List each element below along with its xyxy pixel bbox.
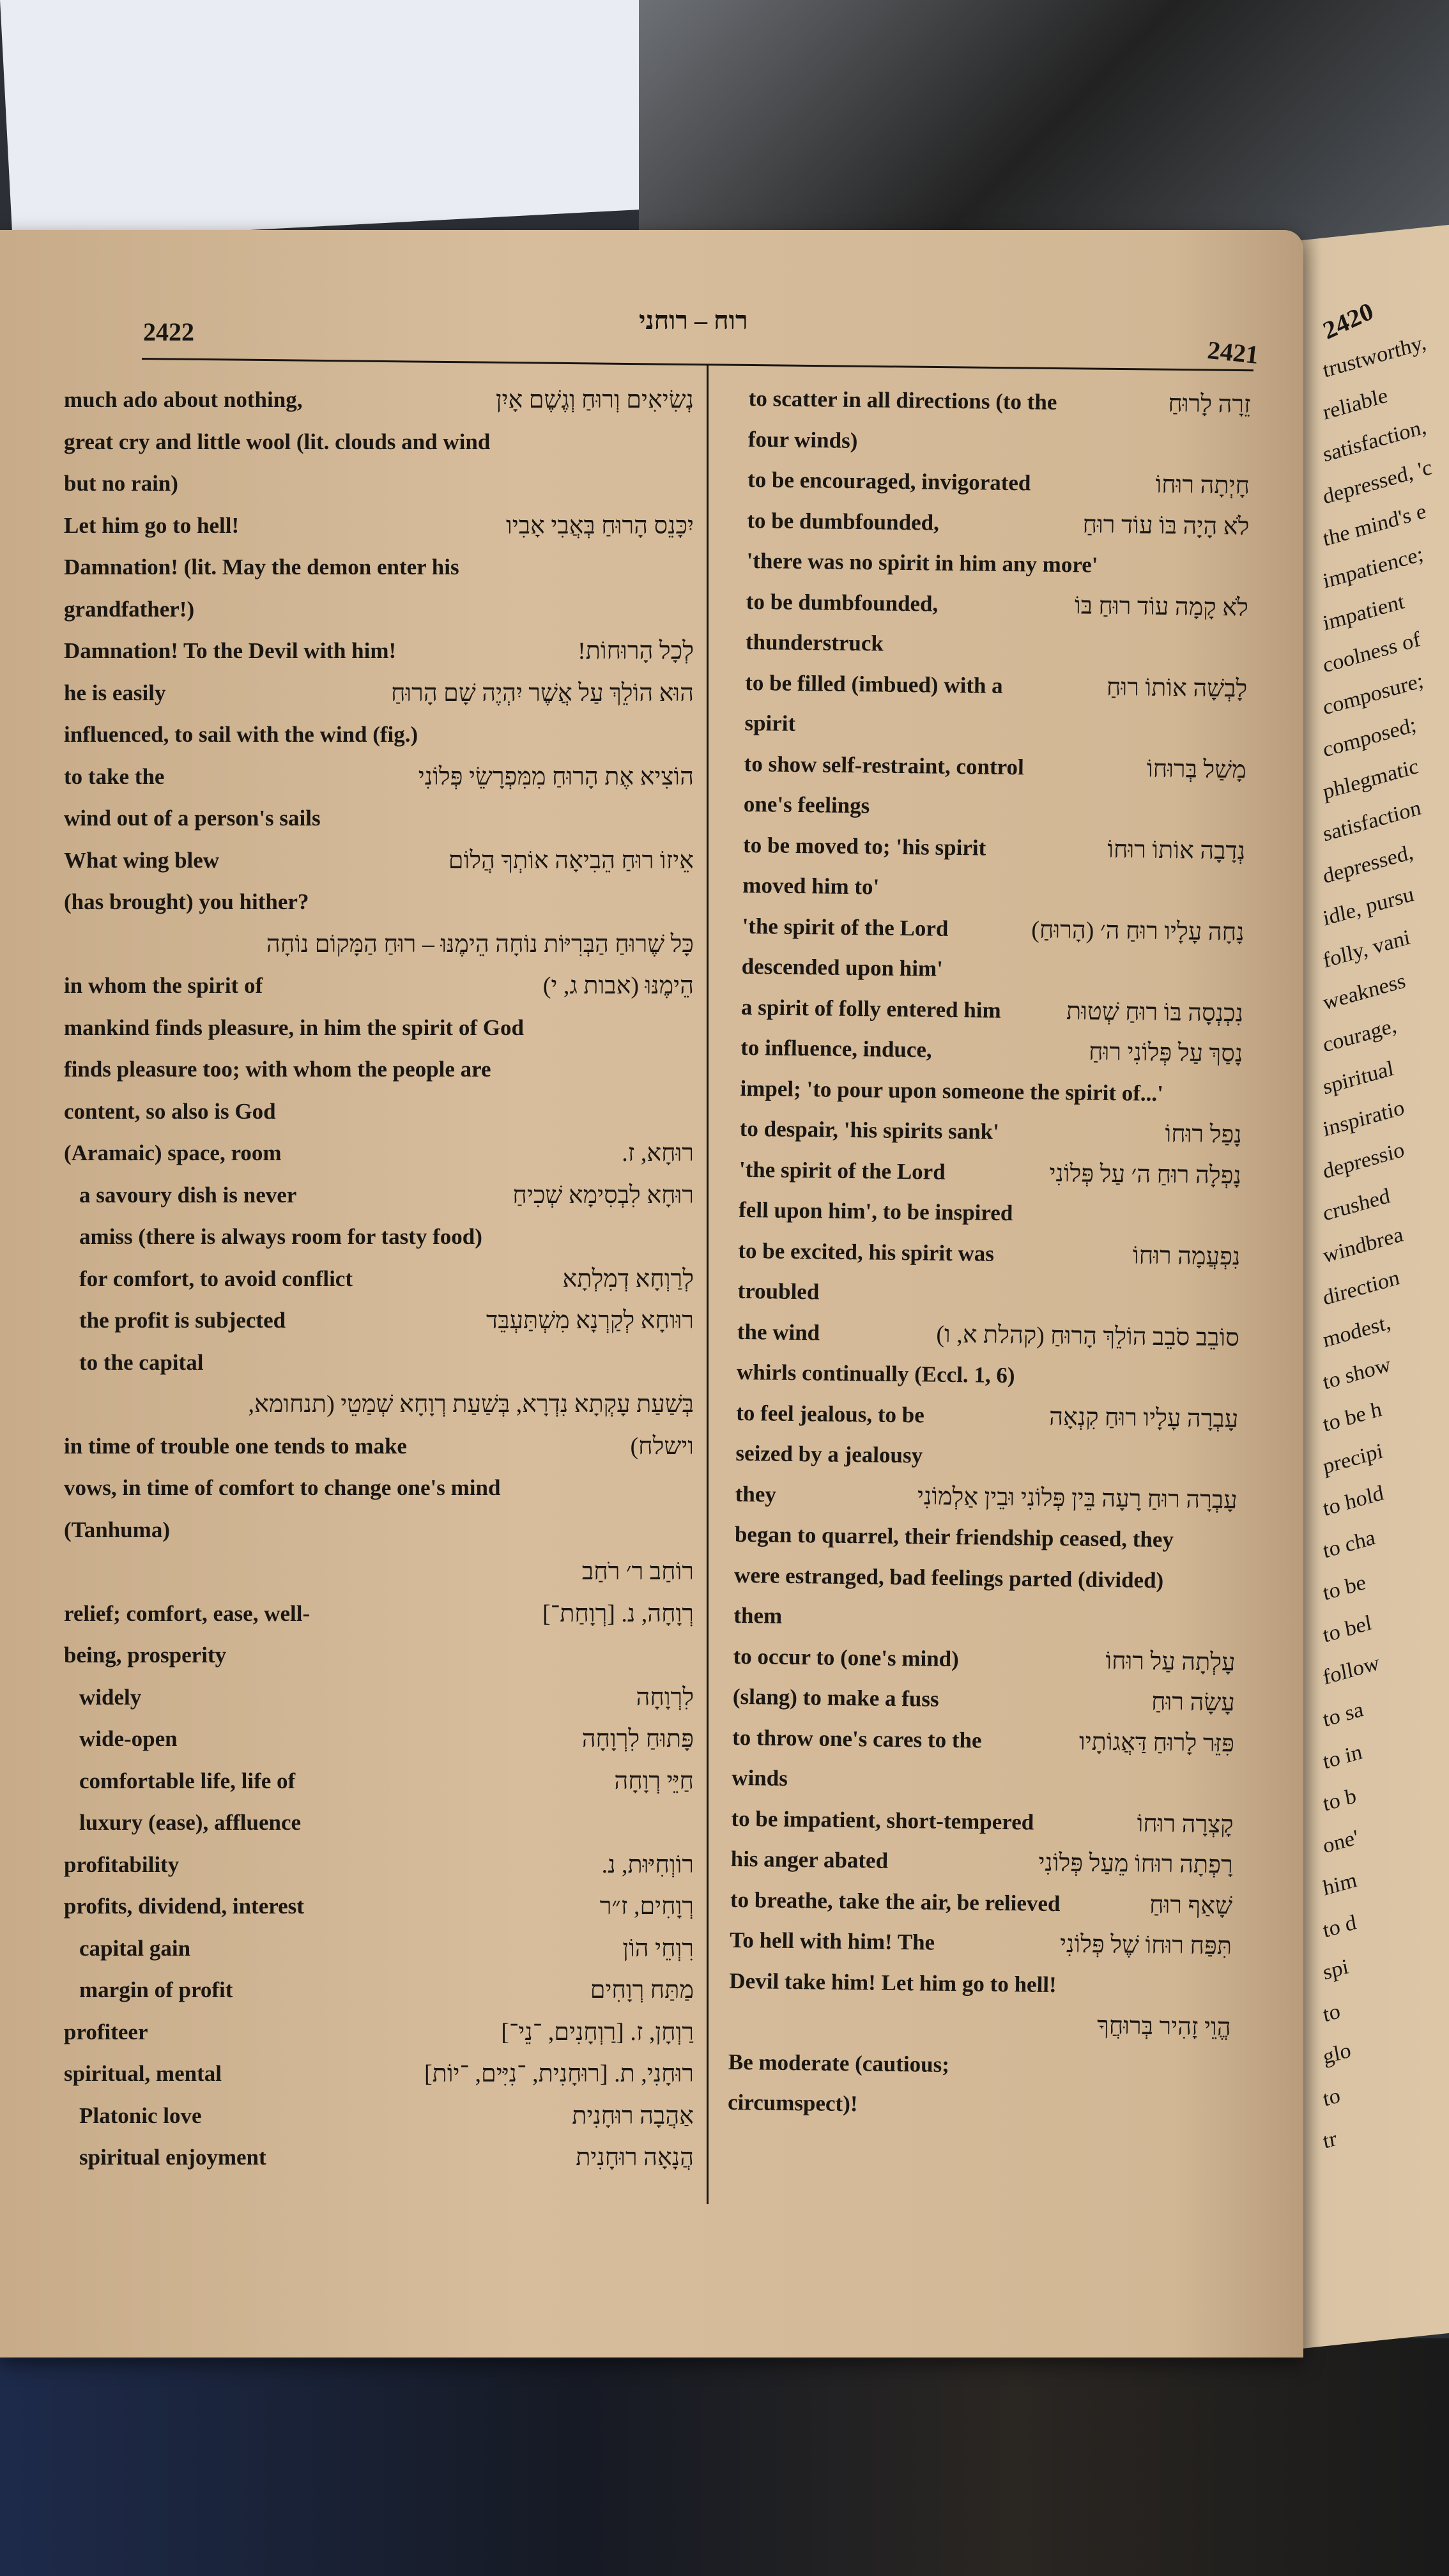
entry-line [747,463,1253,507]
next-page-fragment: to cha [1321,1526,1377,1563]
hebrew-text: וישלח) [630,1432,694,1460]
entry-line [737,1356,1242,1399]
entry-line [746,625,1251,669]
hebrew-text: אֵיזוֹ רוּחַ הֵבִיאָה אוֹתְךָ הֲלוֹם [448,847,694,874]
entry-line [740,1071,1245,1115]
entry-line [64,509,696,546]
english-text: to take the [64,763,165,789]
next-page-fragment: to show [1321,1353,1393,1395]
entry-line [744,788,1249,831]
hebrew-text: נְשִׂיאִים וְרוּחַ וְגֶשֶׁם אָיִן [495,387,694,413]
english-text: to be dumbfounded, [746,588,939,617]
english-text: comfortable life, life of [79,1768,296,1793]
next-page-fragment: him [1321,1868,1359,1901]
next-page-fragment: one' [1321,1825,1360,1859]
english-text: (slang) to make a fuss [732,1683,939,1712]
next-page-fragment: depressio [1321,1138,1406,1184]
background-paper [0,0,702,242]
entry-line [64,1555,696,1592]
hebrew-text: מָשַׁל בְּרוּחוֹ [1146,755,1246,784]
next-page-fragment: satisfaction, [1321,415,1429,467]
entry-line [64,1137,696,1174]
entry-line [64,1597,696,1634]
english-text: to despair, 'his spirits sank' [739,1116,1000,1144]
english-text: seized by a jealousy [735,1440,923,1468]
entry-line [64,383,696,420]
entry-line [737,1315,1242,1358]
entry-line [64,1179,696,1216]
next-page-fragment: composure; [1321,668,1425,720]
english-text: being, prosperity [64,1643,227,1667]
entry-line [728,2005,1234,2048]
hebrew-text: רִוְחֵי הוֹן [622,1935,694,1962]
hebrew-text: פָּתוּחַ לִרְוָחָה [581,1726,694,1752]
english-text: Be moderate (cautious; [728,2049,950,2077]
next-page-fragment: impatience; [1321,542,1425,594]
entry-line [741,990,1246,1034]
entry-line [747,503,1252,547]
english-text: were estranged, bad feelings parted (divided) [733,1562,1164,1593]
entry-line [64,1722,696,1759]
next-page-fragment: glo [1321,2038,1353,2069]
entry-line [64,2099,696,2136]
hebrew-text: רוּוחָא לְקַרְנָא מִשְׁתַּעְבֵּד [486,1307,694,1334]
english-text: (Aramaic) space, room [64,1140,282,1165]
right-page-number: 2421 [1206,335,1261,370]
next-page-fragment: to [1321,1999,1342,2027]
next-page-fragment: composed; [1321,713,1418,762]
entry-line [748,422,1254,466]
entry-line [742,909,1247,953]
hebrew-text: לָבְשָׁה אוֹתוֹ רוּחַ [1106,673,1248,703]
entry-line [64,1765,696,1802]
entry-line [64,425,696,463]
entry-line [732,1761,1237,1805]
hebrew-text: חַיֵּי רְוָחָה [614,1767,694,1795]
entry-line [64,1932,696,1969]
hebrew-text: שָׁאַף רוּחַ [1149,1891,1233,1919]
next-page-fragment: courage, [1321,1013,1399,1057]
english-text: luxury (ease), affluence [79,1810,302,1835]
hebrew-text: הוֹצִיא אֶת הָרוּחַ מִמִּפְרָשֵׂי פְּלוֹנִי [418,763,694,790]
english-text: relief; comfort, ease, well- [64,1600,310,1626]
english-text: amiss (there is always room for tasty food) [79,1224,482,1249]
next-page-fragment: spi [1321,1954,1351,1985]
entry-line [64,1095,696,1132]
next-page-fragment: spiritual [1321,1056,1396,1100]
entry-line [64,885,696,923]
hebrew-text: עָבְרָה עָלָיו רוּחַ קִנְאָה [1048,1403,1239,1432]
english-text: margin of profit [79,1977,233,2002]
entry-line [64,928,696,965]
entry-line [739,1112,1245,1156]
english-text: descended upon him' [741,953,944,981]
hebrew-text: כָּל שֶׁרוּחַ הַבְּרִיּוֹת נוֹחָה הֵימֶנּוּ – רוּחַ הַמָּקוֹם נוֹחָה [266,930,694,958]
next-page-fragment: idle, pursu [1321,882,1416,931]
english-text: to be filled (imbued) with a [745,670,1003,698]
english-text: to be dumbfounded, [747,507,940,535]
next-page-fragment: depressed, 'c [1321,456,1434,509]
entry-line [64,844,696,881]
hebrew-text: חָיְתָה רוּחוֹ [1155,471,1250,500]
entry-line [64,1346,696,1383]
next-page [1278,225,1449,2351]
next-page-fragment: the mind's e [1321,499,1428,551]
entry-line [738,1234,1243,1277]
entry-line [739,1193,1244,1237]
entry-line [746,544,1252,588]
entry-line [744,747,1249,790]
entry-line [736,1396,1241,1439]
next-page-fragment: depressed, [1321,840,1415,889]
entry-line [64,1806,696,1843]
english-text: Let him go to hell! [64,512,240,538]
entry-line [732,1680,1238,1724]
entry-line [64,1011,696,1048]
hebrew-text: נִכְנְסָה בּוֹ רוּחַ שְׁטוּת [1066,997,1244,1027]
next-page-fragment: to in [1321,1740,1364,1774]
entry-line [64,1890,696,1927]
next-page-fragment: to [1321,2083,1342,2112]
hebrew-text: הֲנָאָה רוּחָנִית [576,2144,694,2171]
english-text: to feel jealous, to be [736,1400,925,1427]
english-text: great cry and little wool (lit. clouds and wind [64,429,491,454]
hebrew-text: אַהֲבָה רוּחָנִית [572,2102,694,2129]
next-page-fragment: trustworthy, [1321,330,1429,383]
next-page-fragment: coolness of [1321,627,1423,678]
entry-line [64,593,696,630]
entry-line [743,828,1248,871]
english-text: profiteer [64,2019,148,2044]
background-floor [0,2338,1449,2576]
hebrew-text: בְּשַׁעַת עָקְתָא נִדְרָא, בְּשַׁעַת רְוָחָא שְׁמַטֵי (תנחומא, [248,1391,694,1418]
entry-line [64,1681,696,1718]
english-text: in whom the spirit of [64,973,263,998]
next-page-fragment: reliable [1321,383,1390,425]
english-text: spiritual enjoyment [79,2145,266,2170]
english-text: to be excited, his spirit was [738,1238,995,1266]
next-page-fragment: to d [1321,1910,1358,1943]
english-text: influenced, to sail with the wind (fig.) [64,722,418,747]
next-page-fragment: to b [1321,1784,1358,1816]
hebrew-text: לֹא הָיָה בּוֹ עוֹד רוּחַ [1082,510,1250,540]
next-page-fragment: impatient [1321,590,1406,636]
hebrew-text: רְוָחִים, ז״ר [599,1893,694,1920]
entry-line [64,1848,696,1885]
english-text: Platonic love [79,2103,202,2128]
hebrew-text: עָבְרָה רוּחַ רָעָה בֵּין פְּלוֹנִי וּבֵין אַלְמוֹנִי [917,1482,1238,1514]
entry-line [64,2057,696,2094]
entry-line [64,551,696,588]
english-text: to occur to (one's mind) [733,1643,960,1671]
entry-line [731,1802,1236,1845]
entry-line [728,2045,1233,2089]
next-page-fragment: direction [1321,1266,1402,1310]
english-text: to influence, induce, [740,1034,932,1062]
english-text: to breathe, take the air, be relieved [730,1887,1061,1916]
entry-line [64,1514,696,1551]
english-text: spirit [744,710,796,736]
next-page-fragment: satisfaction [1321,795,1423,847]
english-text: finds pleasure too; with whom the people are [64,1057,491,1082]
entry-line [64,2141,696,2178]
hebrew-text: תִּפַּח רוּחוֹ שֶׁל פְּלוֹנִי [1059,1931,1232,1960]
column-divider [707,364,709,2204]
hebrew-text: רוֹוְחִיּוּת, נ. [601,1851,694,1878]
next-page-fragment: crushed [1321,1184,1392,1226]
english-text: a savoury dish is never [79,1182,297,1208]
left-column [64,383,696,2223]
next-page-fragment: follow [1321,1651,1381,1690]
entry-line [64,1430,696,1467]
entry-line [735,1518,1240,1561]
entry-line [64,802,696,839]
english-text: What wing blew [64,847,220,873]
entry-line [734,1558,1239,1602]
english-text: widely [79,1684,142,1710]
hebrew-text: סוֹבֵב סֹבֵב הוֹלֵךְ הָרוּחַ (קהלת א, ו) [936,1321,1240,1351]
entry-line [746,585,1251,628]
entry-line [742,869,1248,912]
english-text: circumspect)! [727,2089,858,2117]
english-text: them [733,1602,783,1629]
hebrew-text: נְדָבָה אוֹתוֹ רוּחוֹ [1107,836,1246,865]
english-text: but no rain) [64,471,178,496]
entry-line [64,969,696,1006]
page-header-title: רוח – רוחני [639,306,748,335]
english-text: to be impatient, short-tempered [731,1805,1034,1835]
english-text: fell upon him', to be inspired [738,1197,1013,1226]
entry-line [735,1437,1241,1480]
hebrew-text: רוּחָא לִבְסִימָא שְׁכִיחַ [512,1181,694,1209]
next-page-fragment: windbrea [1321,1222,1406,1268]
hebrew-text: פִּזֵּר לָרוּחַ דַּאֲגוֹתָיו [1078,1728,1235,1757]
hebrew-text: יִכָּנֵס הָרוּחַ בְּאֲבִי אָבִיו [506,512,694,539]
right-column [726,382,1254,2215]
hebrew-text: הוּא הוֹלֵךְ עַל אֲשֶׁר יִהְיֶה שָׁם הָרוּחַ [390,679,694,707]
entry-line [741,950,1246,993]
english-text: capital gain [79,1935,191,1961]
english-text: to throw one's cares to the [732,1724,982,1753]
english-text: to be encouraged, invigorated [747,466,1031,496]
entry-line [64,1471,696,1508]
next-page-fragment: modest, [1321,1310,1393,1353]
entry-line [64,1388,696,1425]
entry-line [64,1262,696,1300]
hebrew-text: זֵרָה לָרוּחַ [1168,390,1251,418]
entry-line [740,1031,1246,1075]
entry-line [748,382,1254,425]
hebrew-text: נָחָה עָלָיו רוּחַ ה׳ (הָרוּחַ) [1031,916,1245,946]
hebrew-text: מַתַּח רְוָחִים [590,1977,694,2004]
english-text: four winds) [747,426,858,453]
entry-line [64,1220,696,1257]
hebrew-text: נָסַךְ עַל פְּלוֹנִי רוּחַ [1088,1038,1243,1068]
english-text: winds [732,1765,788,1791]
hebrew-text: עָשָׂה רוּחַ [1151,1688,1236,1717]
next-page-fragment: to bel [1321,1611,1374,1648]
next-page-fragment: weakness [1321,969,1407,1015]
english-text: (Tanhuma) [64,1517,170,1542]
english-text: wind out of a person's sails [64,806,321,831]
entry-line [64,2016,696,2053]
next-page-fragment: to be [1321,1570,1368,1606]
entry-line [745,666,1250,709]
entry-line [730,1843,1236,1886]
english-text: thunderstruck [745,629,884,656]
english-text: whirls continually (Eccl. 1, 6) [736,1359,1015,1388]
hebrew-text: רוֹחַב ר׳ רֹחַב [581,1558,694,1585]
entry-line [64,634,696,671]
next-page-fragment: folly, vani [1321,925,1412,973]
hebrew-text: נָפַל רוּחוֹ [1165,1121,1242,1149]
english-text: for comfort, to avoid conflict [79,1266,353,1291]
entry-line [64,1304,696,1341]
english-text: mankind finds pleasure, in him the spirit of God [64,1015,524,1040]
english-text: 'there was no spirit in him any more' [746,548,1098,578]
english-text: Damnation! (lit. May the demon enter his [64,555,459,579]
background-surface [639,0,1449,268]
entry-line [733,1599,1239,1643]
next-page-fragment: inspiratio [1321,1096,1406,1142]
english-text: 'the spirit of the Lord [742,913,949,941]
hebrew-text: רְוָחָה, נ. [רְוָחַת־] [542,1600,694,1627]
english-text: his anger abated [730,1846,889,1873]
english-text: Devil take him! Let him go to hell! [729,1968,1057,1997]
next-page-fragment: to hold [1321,1481,1386,1521]
english-text: 'the spirit of the Lord [739,1156,946,1184]
entry-line [64,1053,696,1090]
entry-line [739,1153,1245,1196]
hebrew-text: רָפְתָה רוּחוֹ מֵעַל פְּלוֹנִי [1038,1849,1233,1879]
english-text: began to quarrel, their friendship ceased, they [734,1521,1174,1552]
hebrew-text: הֱוֵי זָהִיר בְּרוּחֲךָ [1096,2012,1231,2041]
hebrew-text: רוּחָא, ז. [622,1140,694,1167]
entry-line [730,1883,1236,1926]
english-text: Damnation! To the Devil with him! [64,638,397,663]
entry-line [732,1721,1238,1764]
next-page-fragment: precipi [1321,1439,1385,1479]
english-text: wide-open [79,1726,178,1751]
english-text: troubled [737,1278,820,1305]
english-text: (has brought) you hither? [64,889,309,914]
english-text: to scatter in all directions (to the [748,385,1057,415]
english-text: much ado about nothing, [64,387,303,412]
entry-line [64,760,696,797]
entry-line [728,2086,1233,2129]
english-text: they [735,1481,777,1507]
next-page-number: 2420 [1319,296,1377,345]
next-page-fragment: tr [1321,2127,1338,2154]
english-text: content, so also is God [64,1098,276,1124]
hebrew-text: לִרְוָחָה [636,1683,694,1711]
english-text: grandfather!) [64,596,195,622]
english-text: profits, dividend, interest [64,1894,304,1919]
english-text: moved him to' [742,872,880,900]
english-text: spiritual, mental [64,2061,222,2086]
next-page-fragment: to be h [1321,1397,1384,1437]
entry-line [735,1477,1240,1521]
hebrew-text: רַוְחָן, ז. [רַוְחָנִים, ־נֵי־] [501,2018,694,2046]
hebrew-text: לֹא קָמָה עוֹד רוּחַ בּוֹ [1074,592,1249,622]
entry-line [744,707,1250,750]
entry-line [64,467,696,504]
hebrew-text: קָצְרָה רוּחוֹ [1137,1810,1234,1838]
hebrew-text: לְרַוְחָא דְמִלְתָא [562,1265,694,1292]
english-text: in time of trouble one tends to make [64,1433,407,1459]
hebrew-text: לְכָל הָרוּחוֹת! [578,638,694,664]
english-text: one's feelings [743,791,870,818]
english-text: to be moved to; 'his spirit [742,832,986,861]
hebrew-text: רוּחָנִי, ת. [רוּחָנִית, ־נִיִּים, ־יוֹת] [424,2060,694,2087]
english-text: the wind [737,1319,820,1345]
next-page-fragment: to sa [1321,1698,1365,1732]
english-text: To hell with him! The [729,1927,935,1955]
english-text: a spirit of folly entered him [740,994,1001,1023]
english-text: to the capital [79,1349,204,1375]
hebrew-text: נִפְעֲמָה רוּחוֹ [1132,1241,1241,1270]
english-text: vows, in time of comfort to change one's mind [64,1475,501,1500]
entry-line [64,718,696,755]
entry-line [730,1924,1235,1967]
english-text: the profit is subjected [79,1308,286,1333]
entry-line [64,1974,696,2011]
entry-line [737,1275,1243,1318]
entry-line [64,1639,696,1676]
hebrew-text: הֵימֶנּוּ (אבות ג, י) [542,972,694,999]
hebrew-text: נָפְלָה רוּחַ ה׳ עַל פְּלוֹנִי [1049,1160,1242,1190]
english-text: to show self-restraint, control [744,751,1025,779]
hebrew-text: עָלְתָה עַל רוּחוֹ [1105,1647,1236,1676]
english-text: he is easily [64,680,166,705]
left-page-number: 2422 [143,318,194,346]
entry-line [64,677,696,714]
english-text: profitability [64,1851,180,1877]
next-page-fragment: phlegmatic [1321,754,1421,804]
english-text: impel; 'to pour upon someone the spirit of...' [740,1075,1164,1106]
entry-line [733,1639,1238,1683]
entry-line [729,1964,1234,2007]
